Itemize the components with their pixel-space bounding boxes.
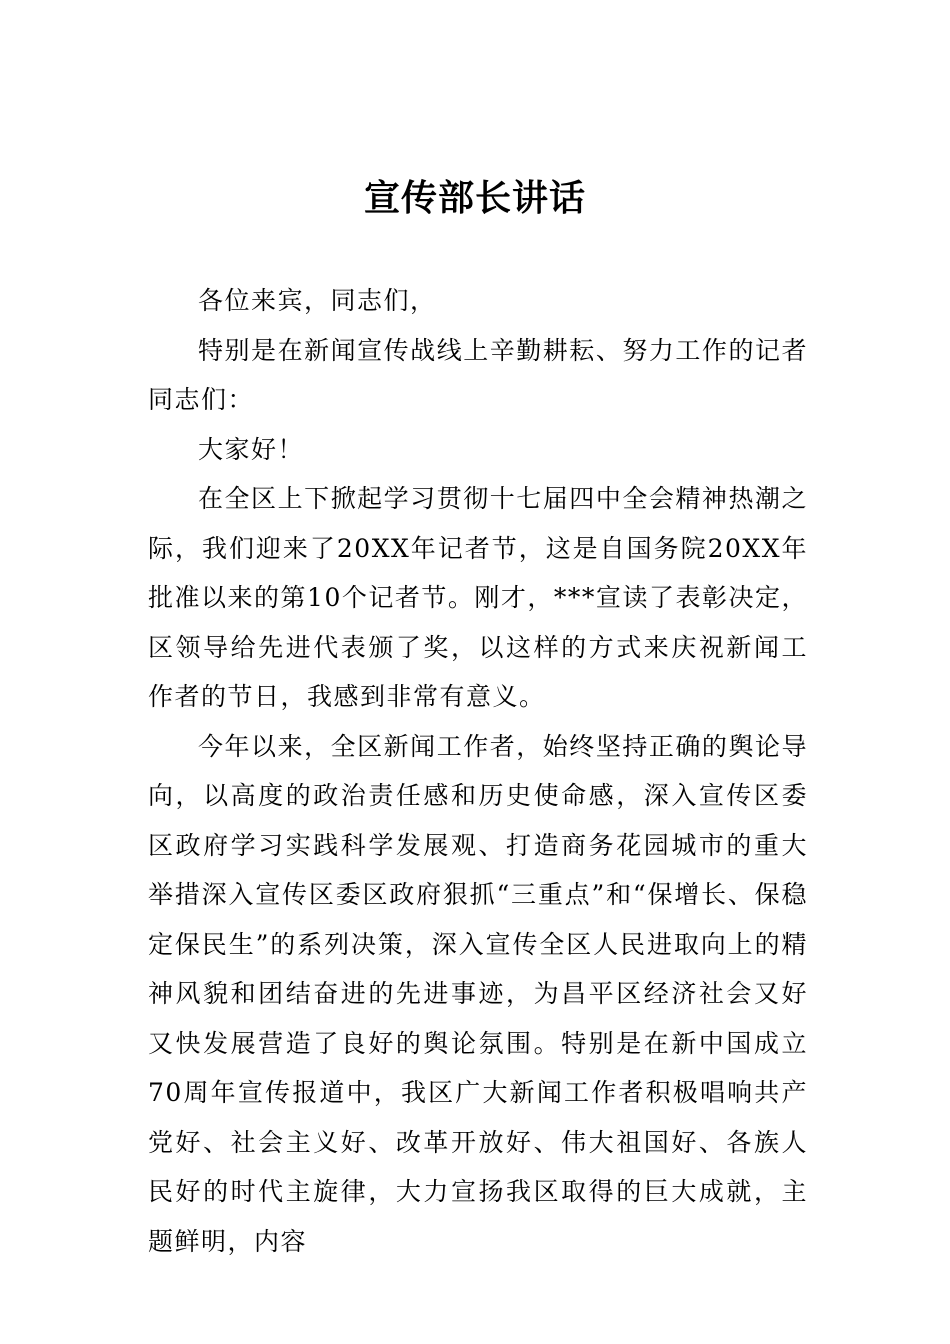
paragraph-achievements: 今年以来，全区新闻工作者，始终坚持正确的舆论导向，以高度的政治责任感和历史使命感，深入宣传区委区政府学习实践科学发展观、打造商务花园城市的重大举措深入宣传区委区政府狠抓“三重点”和“保增长、保稳定保民生”的系列决策，深入宣传全区人民进取向上的精神风貌和团结奋进的先进事迹，为昌平区经济社会又好又快发展营造了良好的舆论氛围。特别是在新中国成立70周年宣传报道中，我区广大新闻工作者积极唱响共产党好、社会主义好、改革开放好、伟大祖国好、各族人民好的时代主旋律，大力宣扬我区取得的巨大成就，主题鲜明，内容 — [148, 731, 808, 1256]
paragraph-salutation-reporters: 特别是在新闻宣传战线上辛勤耕耘、努力工作的记者同志们： — [148, 335, 808, 414]
paragraph-opening: 在全区上下掀起学习贯彻十七届四中全会精神热潮之际，我们迎来了20XX年记者节，这是自国务院20XX年批准以来的第10个记者节。刚才，***宣读了表彰决定，区领导给先进代表颁了奖，以这样的方式来庆祝新闻工作者的节日，我感到非常有意义。 — [148, 484, 808, 711]
document-title: 宣传部长讲话 — [363, 177, 586, 219]
paragraph-greeting: 大家好！ — [198, 434, 305, 464]
document-body — [148, 276, 808, 1266]
paragraph-salutation: 各位来宾，同志们， — [198, 286, 437, 315]
